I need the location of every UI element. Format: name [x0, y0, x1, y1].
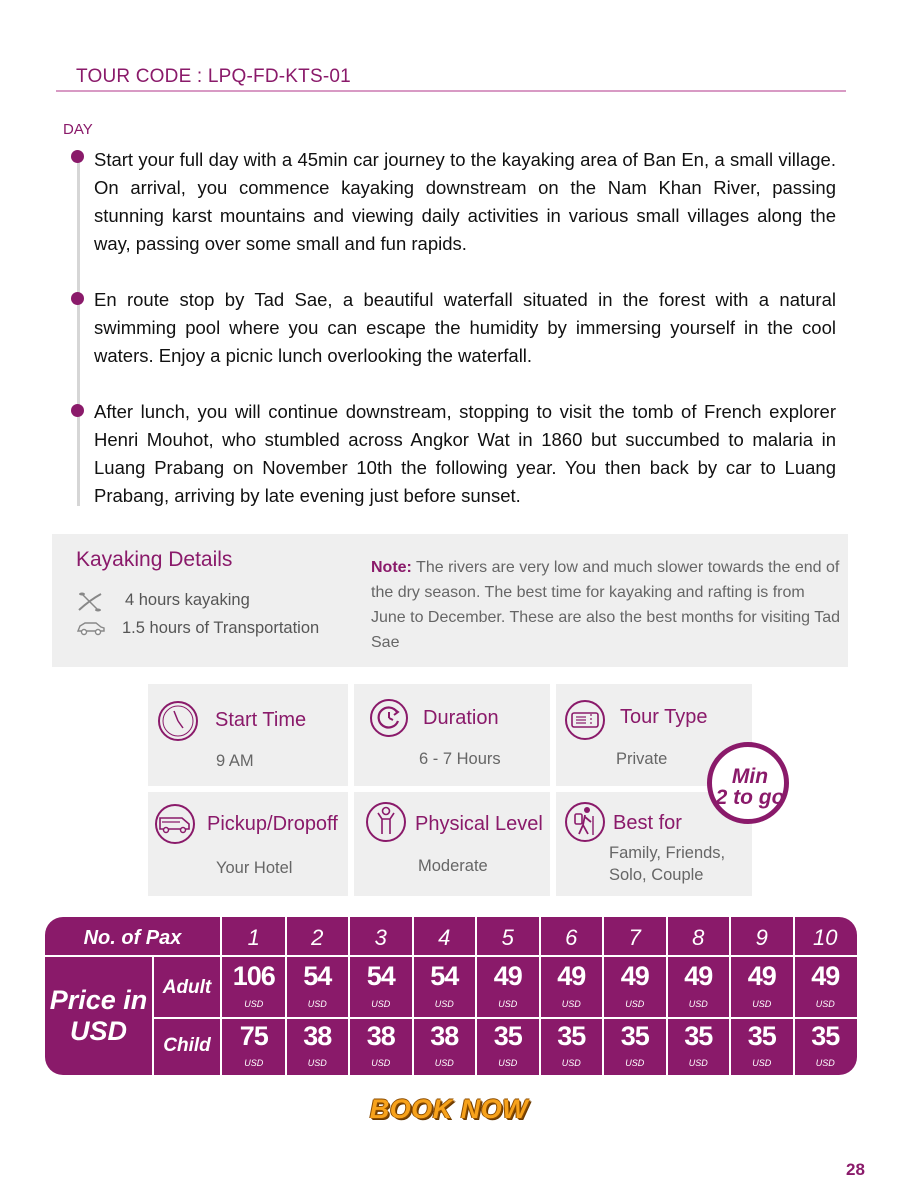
table-divider: [220, 917, 222, 1075]
child-price: 38: [303, 1021, 332, 1051]
pax-count: 1: [247, 925, 260, 950]
currency-label: USD: [815, 1058, 835, 1068]
table-divider: [793, 917, 795, 1075]
adult-price: 49: [557, 961, 586, 991]
currency-label: USD: [752, 1058, 772, 1068]
child-price: 35: [620, 1021, 649, 1051]
hiker-icon: [564, 801, 606, 843]
pax-count: 9: [755, 925, 768, 950]
timeline-bullet: [71, 292, 84, 305]
itinerary-paragraph: After lunch, you will continue downstream, stopping to visit the tomb of French explorer Henri Mouhot, who stumbled across Angkor Wat in 1860 but succumbed to malaria in Luang Prabang on November 10th the following year. You then back by car to Luang Prabang, arriving by late evening just before sunset.: [94, 401, 836, 506]
best-for-value: [609, 842, 725, 886]
adult-price: 49: [684, 961, 713, 991]
pickup-title: Pickup/Dropoff: [207, 813, 338, 835]
tour-type-title: Tour Type: [620, 706, 708, 728]
table-divider: [412, 917, 414, 1075]
adult-price: 49: [493, 961, 522, 991]
table-divider: [152, 955, 154, 1075]
table-divider: [602, 917, 604, 1075]
table-divider: [666, 917, 668, 1075]
kayak-icon: [76, 590, 104, 614]
timeline-bullet: [71, 404, 84, 417]
best-for-line-1: Family, Friends,: [609, 844, 726, 862]
currency-label: USD: [371, 1058, 391, 1068]
child-price: 75: [239, 1021, 268, 1051]
adult-label: Adult: [162, 977, 212, 998]
currency-label: USD: [752, 999, 772, 1009]
child-price: 38: [430, 1021, 459, 1051]
pax-count: 3: [374, 925, 387, 950]
day-label: DAY: [63, 121, 93, 138]
tour-type-value: Private: [616, 750, 668, 768]
pickup-value: Your Hotel: [216, 859, 293, 877]
tour-code: TOUR CODE : LPQ-FD-KTS-01: [76, 66, 351, 87]
duration-value: 6 - 7 Hours: [419, 750, 501, 768]
pax-count: 4: [438, 925, 451, 950]
child-price: 35: [684, 1021, 713, 1051]
table-divider: [539, 917, 541, 1075]
transportation-duration: 1.5 hours of Transportation: [122, 619, 320, 637]
currency-label: USD: [561, 999, 581, 1009]
adult-price: 54: [303, 961, 332, 991]
itinerary-paragraph: Start your full day with a 45min car journey to the kayaking area of Ban En, a small village. On arrival, you commence kayaking downstream on the Nam Khan River, passing stunning karst mountains and viewing daily activities in various small villages along the way, passing over some small and fun rapids.: [94, 149, 836, 254]
itinerary-paragraph: En route stop by Tad Sae, a beautiful waterfall situated in the forest with a natural swimming pool where you can escape the humidity by immersing yourself in the cool waters. Enjoy a picnic lunch overlooking the waterfall.: [94, 289, 836, 366]
van-icon: [154, 803, 196, 845]
currency-label: USD: [688, 999, 708, 1009]
person-icon: [366, 801, 406, 843]
min-pax-text: [705, 766, 795, 808]
kayaking-note: [371, 555, 841, 655]
adult-price: 49: [811, 961, 840, 991]
best-for-line-2: Solo, Couple: [609, 866, 704, 884]
adult-price: 49: [747, 961, 776, 991]
min-pax-line-1: Min: [731, 765, 769, 788]
child-price: 35: [493, 1021, 522, 1051]
physical-level-value: Moderate: [418, 857, 488, 875]
pax-count: 5: [501, 925, 514, 950]
currency-label: USD: [307, 999, 327, 1009]
currency-label: USD: [561, 1058, 581, 1068]
kayaking-duration: 4 hours kayaking: [125, 591, 250, 609]
adult-price: 49: [620, 961, 649, 991]
kayaking-details-title: Kayaking Details: [76, 548, 233, 571]
table-divider: [45, 955, 857, 957]
table-divider: [475, 917, 477, 1075]
ticket-icon: [564, 700, 606, 740]
table-divider: [729, 917, 731, 1075]
adult-price: 54: [430, 961, 459, 991]
book-now-button[interactable]: BOOK NOW: [369, 1094, 529, 1124]
child-price: 35: [811, 1021, 840, 1051]
table-divider: [153, 1017, 857, 1019]
start-time-title: Start Time: [215, 709, 307, 731]
adult-price: 54: [366, 961, 395, 991]
child-price: 35: [557, 1021, 586, 1051]
clock-icon: [157, 700, 199, 742]
currency-label: USD: [815, 999, 835, 1009]
table-divider: [285, 917, 287, 1075]
child-price: 35: [747, 1021, 776, 1051]
price-label: [45, 985, 152, 1047]
duration-title: Duration: [423, 707, 499, 729]
currency-label: USD: [434, 999, 454, 1009]
physical-level-title: Physical Level: [415, 813, 543, 835]
car-icon: [76, 620, 106, 636]
currency-label: USD: [625, 1058, 645, 1068]
currency-label: USD: [688, 1058, 708, 1068]
page-number: 28: [846, 1160, 865, 1179]
start-time-value: 9 AM: [216, 752, 254, 770]
currency-label: USD: [625, 999, 645, 1009]
pax-count: 2: [311, 925, 324, 950]
timeline-bullet: [71, 150, 84, 163]
price-label-line-1: Price in: [49, 985, 148, 1015]
currency-label: USD: [244, 1058, 264, 1068]
child-price: 38: [366, 1021, 395, 1051]
header-divider: [56, 90, 846, 92]
price-table: [45, 917, 857, 1075]
note-label: Note:: [371, 559, 412, 576]
min-pax-line-2: 2 to go: [715, 786, 785, 809]
currency-label: USD: [244, 999, 264, 1009]
price-label-line-2: USD: [69, 1016, 127, 1046]
currency-label: USD: [307, 1058, 327, 1068]
timeline-line: [77, 160, 80, 506]
pax-count: 6: [565, 925, 578, 950]
pax-header: No. of Pax: [83, 927, 182, 949]
currency-label: USD: [498, 999, 518, 1009]
currency-label: USD: [434, 1058, 454, 1068]
child-label: Child: [163, 1035, 211, 1056]
pax-count: 10: [813, 925, 838, 950]
currency-label: USD: [371, 999, 391, 1009]
best-for-title: Best for: [613, 812, 682, 834]
currency-label: USD: [498, 1058, 518, 1068]
note-text: The rivers are very low and much slower towards the end of the dry season. The best time for kayaking and rafting is from June to December. These are also the best months for visiting Tad Sae: [371, 559, 840, 651]
duration-icon: [369, 698, 409, 738]
table-divider: [348, 917, 350, 1075]
pax-count: 7: [628, 925, 641, 950]
adult-price: 106: [232, 961, 275, 991]
pax-count: 8: [692, 925, 705, 950]
